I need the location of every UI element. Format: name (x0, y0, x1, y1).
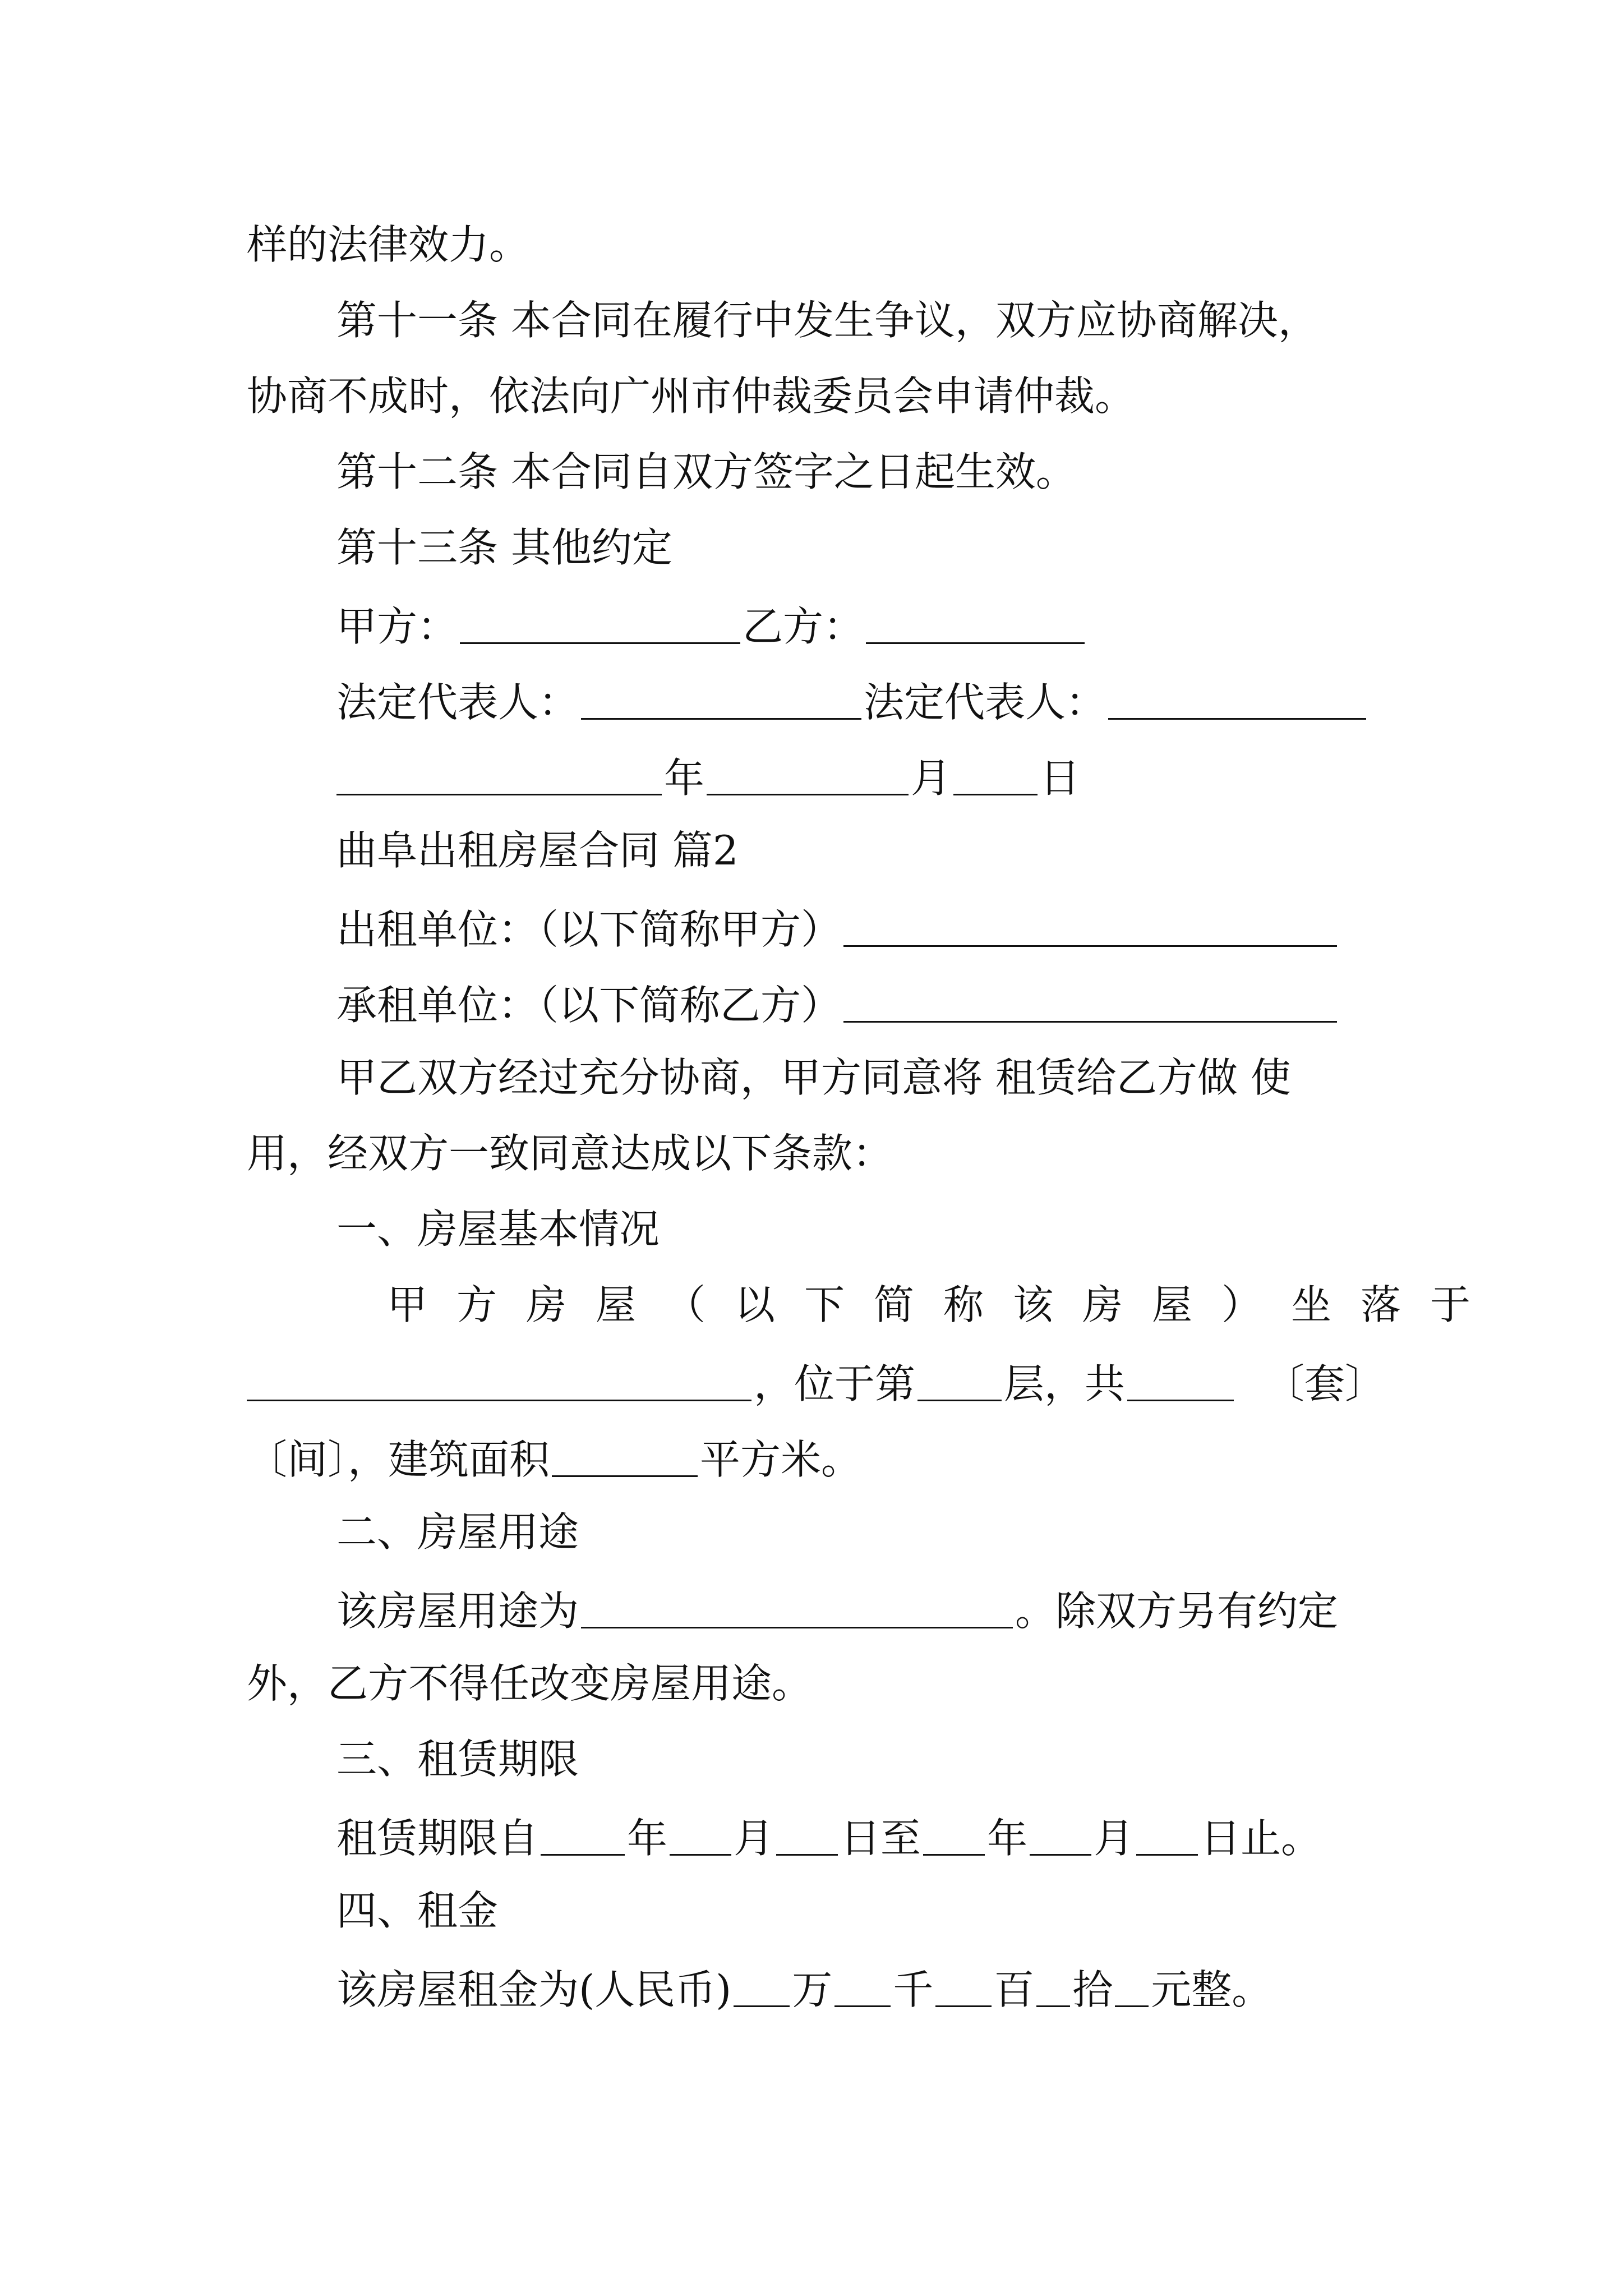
usage-line (336, 1588, 1339, 1635)
unit-label: 〔套〕 (1264, 1360, 1386, 1407)
lessor-label: 出租单位：（以下简称甲方） (336, 906, 842, 953)
paragraph-text: 第十三条 其他约定 (336, 524, 672, 571)
heading-text: 二、房屋用途 (336, 1508, 579, 1556)
end-day-blank[interactable] (1136, 1815, 1198, 1856)
day-end-label: 日止。 (1200, 1815, 1322, 1862)
party-b-label: 乙方： (743, 603, 864, 650)
end-year-blank[interactable] (923, 1815, 985, 1856)
representative-b-label: 法定代表人： (864, 679, 1106, 726)
day-to-label: 日至 (840, 1815, 921, 1862)
rent-line (336, 1966, 1272, 2013)
paragraph-text: 协商不成时，依法向广州市仲裁委员会申请仲裁。 (247, 372, 1136, 420)
rent-qian-label: 千 (893, 1966, 934, 2013)
month-label: 月 (1094, 1815, 1135, 1862)
start-day-blank[interactable] (776, 1815, 838, 1856)
day-label: 日 (1040, 754, 1081, 802)
text-line (247, 1660, 813, 1707)
representative-a-blank[interactable] (581, 679, 861, 720)
rent-bai-label: 百 (994, 1966, 1035, 2013)
article-11-line (336, 297, 1318, 344)
rent-shi-label: 拾 (1072, 1966, 1113, 2013)
party-a-blank[interactable] (460, 603, 740, 644)
heading-text: 三、租赁期限 (336, 1736, 579, 1783)
rent-qian-blank[interactable] (834, 1966, 891, 2007)
paragraph-text: 。除双方另有约定 (1015, 1588, 1339, 1635)
rent-yuan-label: 元整。 (1151, 1966, 1272, 2013)
day-blank[interactable] (953, 754, 1038, 795)
count-blank[interactable] (1127, 1360, 1234, 1401)
start-year-blank[interactable] (541, 1815, 625, 1856)
article-12-line (336, 448, 1076, 495)
floor-blank[interactable] (917, 1360, 1002, 1401)
usage-label: 该房屋用途为 (336, 1588, 579, 1635)
start-month-blank[interactable] (670, 1815, 731, 1856)
rent-bai-blank[interactable] (935, 1966, 992, 2007)
rent-wan-label: 万 (792, 1966, 833, 2013)
area-line (247, 1436, 862, 1483)
text-line (247, 221, 530, 268)
text-line (247, 1130, 893, 1177)
clause-heading (336, 1887, 499, 1934)
area-unit-label: 平方米。 (700, 1436, 862, 1483)
rent-wan-blank[interactable] (734, 1966, 790, 2007)
rent-yuan-blank[interactable] (1115, 1966, 1149, 2007)
article-13-line (336, 524, 672, 571)
area-blank[interactable] (552, 1436, 698, 1477)
paragraph-text: 样的法律效力。 (247, 221, 530, 268)
floor-label: ，位于第 (754, 1360, 916, 1407)
term-label: 租赁期限自 (336, 1815, 539, 1862)
lessee-line (336, 982, 1339, 1029)
paragraph-text: 第十二条 本合同自双方签字之日起生效。 (336, 448, 1076, 495)
heading-text: 一、房屋基本情况 (336, 1205, 660, 1253)
heading-text: 四、租金 (336, 1887, 499, 1934)
usage-blank[interactable] (581, 1588, 1013, 1628)
rent-shi-blank[interactable] (1036, 1966, 1070, 2007)
text-line (387, 1281, 1500, 1328)
month-blank[interactable] (707, 754, 909, 795)
year-label: 年 (664, 754, 705, 802)
clause-heading (336, 1205, 660, 1253)
party-b-blank[interactable] (866, 603, 1085, 644)
year-label: 年 (987, 1815, 1028, 1862)
representative-a-label: 法定代表人： (336, 679, 579, 726)
paragraph-text: 用，经双方一致同意达成以下条款： (247, 1130, 893, 1177)
paragraph-text: 外，乙方不得任改变房屋用途。 (247, 1660, 813, 1707)
lease-term-line (336, 1815, 1322, 1862)
paragraph-text: 甲乙双方经过充分协商，甲方同意将 租赁给乙方做 使 (336, 1054, 1291, 1101)
location-line (247, 1360, 1386, 1407)
representative-b-blank[interactable] (1108, 679, 1366, 720)
end-month-blank[interactable] (1030, 1815, 1091, 1856)
year-label: 年 (627, 1815, 668, 1862)
month-label: 月 (911, 754, 952, 802)
rent-label: 该房屋租金为(人民币) (336, 1966, 732, 2013)
party-signature-line (336, 603, 1087, 650)
section-title (336, 827, 739, 874)
paragraph-text: 第十一条 本合同在履行中发生争议，双方应协商解决， (336, 297, 1318, 344)
text-line (336, 1054, 1291, 1101)
clause-heading (336, 1508, 579, 1556)
clause-heading (336, 1736, 579, 1783)
area-label: 〔间〕，建筑面积 (247, 1436, 550, 1483)
party-a-label: 甲方： (336, 603, 458, 650)
count-label: 层，共 (1004, 1360, 1126, 1407)
text-line (247, 372, 1136, 420)
month-label: 月 (734, 1815, 774, 1862)
date-line (336, 754, 1081, 802)
contract-title: 曲阜出租房屋合同 篇2 (336, 827, 739, 874)
representative-line (336, 679, 1368, 726)
lessee-label: 承租单位：（以下简称乙方） (336, 982, 842, 1029)
year-blank[interactable] (336, 754, 662, 795)
paragraph-text: 甲方房屋（以下简称该房屋）坐落于 (387, 1281, 1500, 1328)
lessor-line (336, 906, 1339, 953)
lessee-blank[interactable] (843, 982, 1337, 1023)
lessor-blank[interactable] (843, 906, 1337, 947)
address-blank[interactable] (247, 1360, 751, 1401)
